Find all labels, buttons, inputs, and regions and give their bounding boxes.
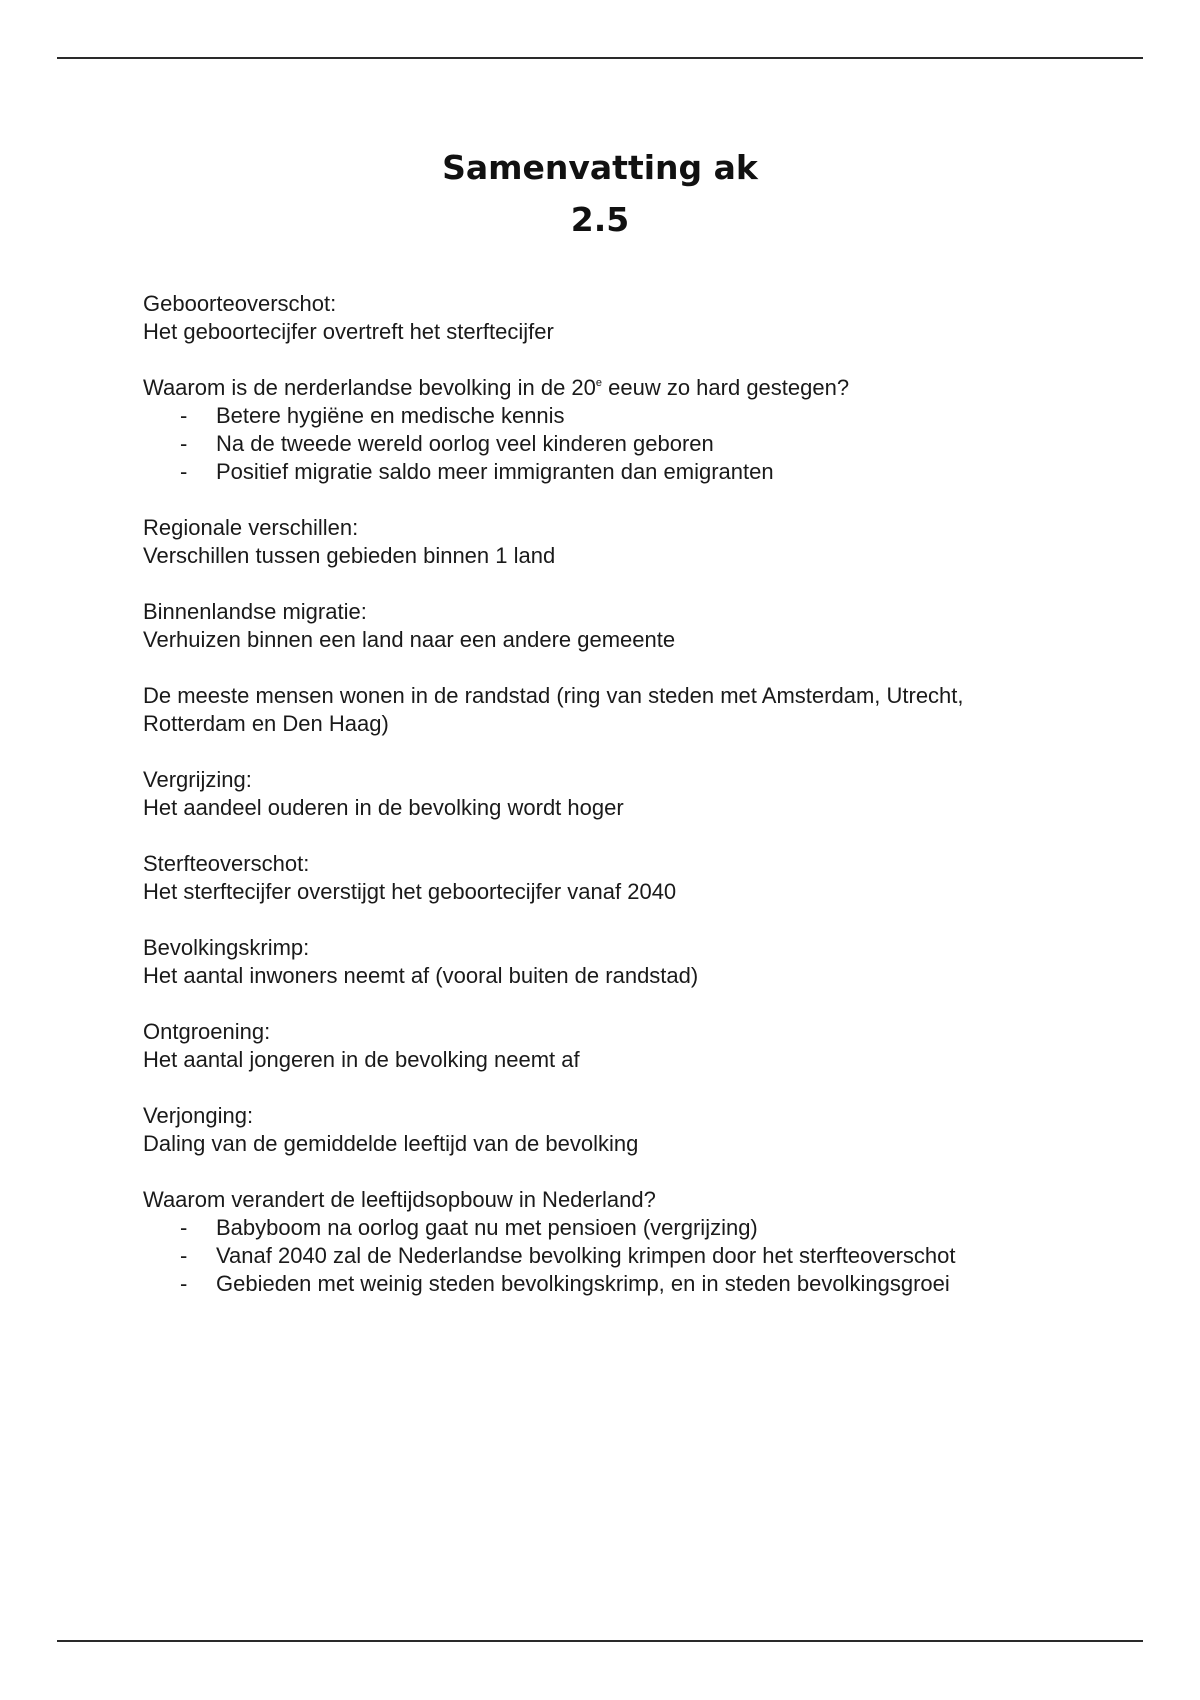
bullet-dash: - xyxy=(180,403,188,428)
list-item xyxy=(143,430,1103,458)
document-body xyxy=(143,290,1103,1326)
title-line-1: Samenvatting ak xyxy=(442,148,758,187)
document-title xyxy=(0,142,1200,246)
list-item xyxy=(143,1270,1103,1298)
section-vergrijzing xyxy=(143,766,1103,822)
list-item-text: Vanaf 2040 zal de Nederlandse bevolking krimpen door het sterfteoverschot xyxy=(216,1243,956,1268)
list-item xyxy=(143,1214,1103,1242)
section-verjonging xyxy=(143,1102,1103,1158)
bullet-dash: - xyxy=(180,1215,188,1240)
section-ontgroening xyxy=(143,1018,1103,1074)
section-geboorteoverschot xyxy=(143,290,1103,346)
question-text-end: eeuw zo hard gestegen? xyxy=(602,375,850,400)
bullet-dash: - xyxy=(180,1243,188,1268)
header-rule xyxy=(57,57,1143,59)
paragraph-line: Rotterdam en Den Haag) xyxy=(143,711,389,736)
title-line-2: 2.5 xyxy=(570,200,630,239)
superscript-e: e xyxy=(595,377,603,389)
bullet-list xyxy=(143,402,1103,486)
section-heading: Sterfteoverschot: xyxy=(143,851,310,876)
list-item-text: Positief migratie saldo meer immigranten dan emigranten xyxy=(216,459,774,484)
section-heading: Geboorteoverschot: xyxy=(143,291,337,316)
section-bevolkingskrimp xyxy=(143,934,1103,990)
section-heading: Vergrijzing: xyxy=(143,767,252,792)
list-item-text: Betere hygiëne en medische kennis xyxy=(216,403,565,428)
section-heading: Regionale verschillen: xyxy=(143,515,359,540)
paragraph-line: De meeste mensen wonen in de randstad (ring van steden met Amsterdam, Utrecht, xyxy=(143,683,964,708)
section-text: Verschillen tussen gebieden binnen 1 land xyxy=(143,543,556,568)
list-item xyxy=(143,1242,1103,1270)
section-randstad xyxy=(143,682,1103,738)
list-item xyxy=(143,458,1103,486)
section-text: Het aantal jongeren in de bevolking neemt af xyxy=(143,1047,580,1072)
section-sterfteoverschot xyxy=(143,850,1103,906)
section-leeftijdsopbouw xyxy=(143,1186,1103,1298)
list-item xyxy=(143,402,1103,430)
section-text: Verhuizen binnen een land naar een andere gemeente xyxy=(143,627,676,652)
bullet-dash: - xyxy=(180,1271,188,1296)
section-heading: Verjonging: xyxy=(143,1103,254,1128)
footer-rule xyxy=(57,1640,1143,1642)
section-question xyxy=(143,374,1103,402)
bullet-dash: - xyxy=(180,431,188,456)
section-text: Het sterftecijfer overstijgt het geboortecijfer vanaf 2040 xyxy=(143,879,677,904)
bullet-list xyxy=(143,1214,1103,1298)
section-text: Het aantal inwoners neemt af (vooral buiten de randstad) xyxy=(143,963,699,988)
section-heading: Ontgroening: xyxy=(143,1019,271,1044)
list-item-text: Gebieden met weinig steden bevolkingskrimp, en in steden bevolkingsgroei xyxy=(216,1271,950,1296)
section-binnenlandse-migratie xyxy=(143,598,1103,654)
section-question: Waarom verandert de leeftijdsopbouw in Nederland? xyxy=(143,1187,656,1212)
section-regionale-verschillen xyxy=(143,514,1103,570)
section-heading: Bevolkingskrimp: xyxy=(143,935,310,960)
question-text-start: Waarom is de nerderlandse bevolking in de 20 xyxy=(143,375,596,400)
list-item-text: Na de tweede wereld oorlog veel kinderen geboren xyxy=(216,431,714,456)
list-item-text: Babyboom na oorlog gaat nu met pensioen (vergrijzing) xyxy=(216,1215,758,1240)
section-text: Het geboortecijfer overtreft het sterftecijfer xyxy=(143,319,554,344)
section-heading: Binnenlandse migratie: xyxy=(143,599,367,624)
section-bevolkingsgroei xyxy=(143,374,1103,486)
section-text: Het aandeel ouderen in de bevolking wordt hoger xyxy=(143,795,624,820)
section-text: Daling van de gemiddelde leeftijd van de bevolking xyxy=(143,1131,639,1156)
bullet-dash: - xyxy=(180,459,188,484)
